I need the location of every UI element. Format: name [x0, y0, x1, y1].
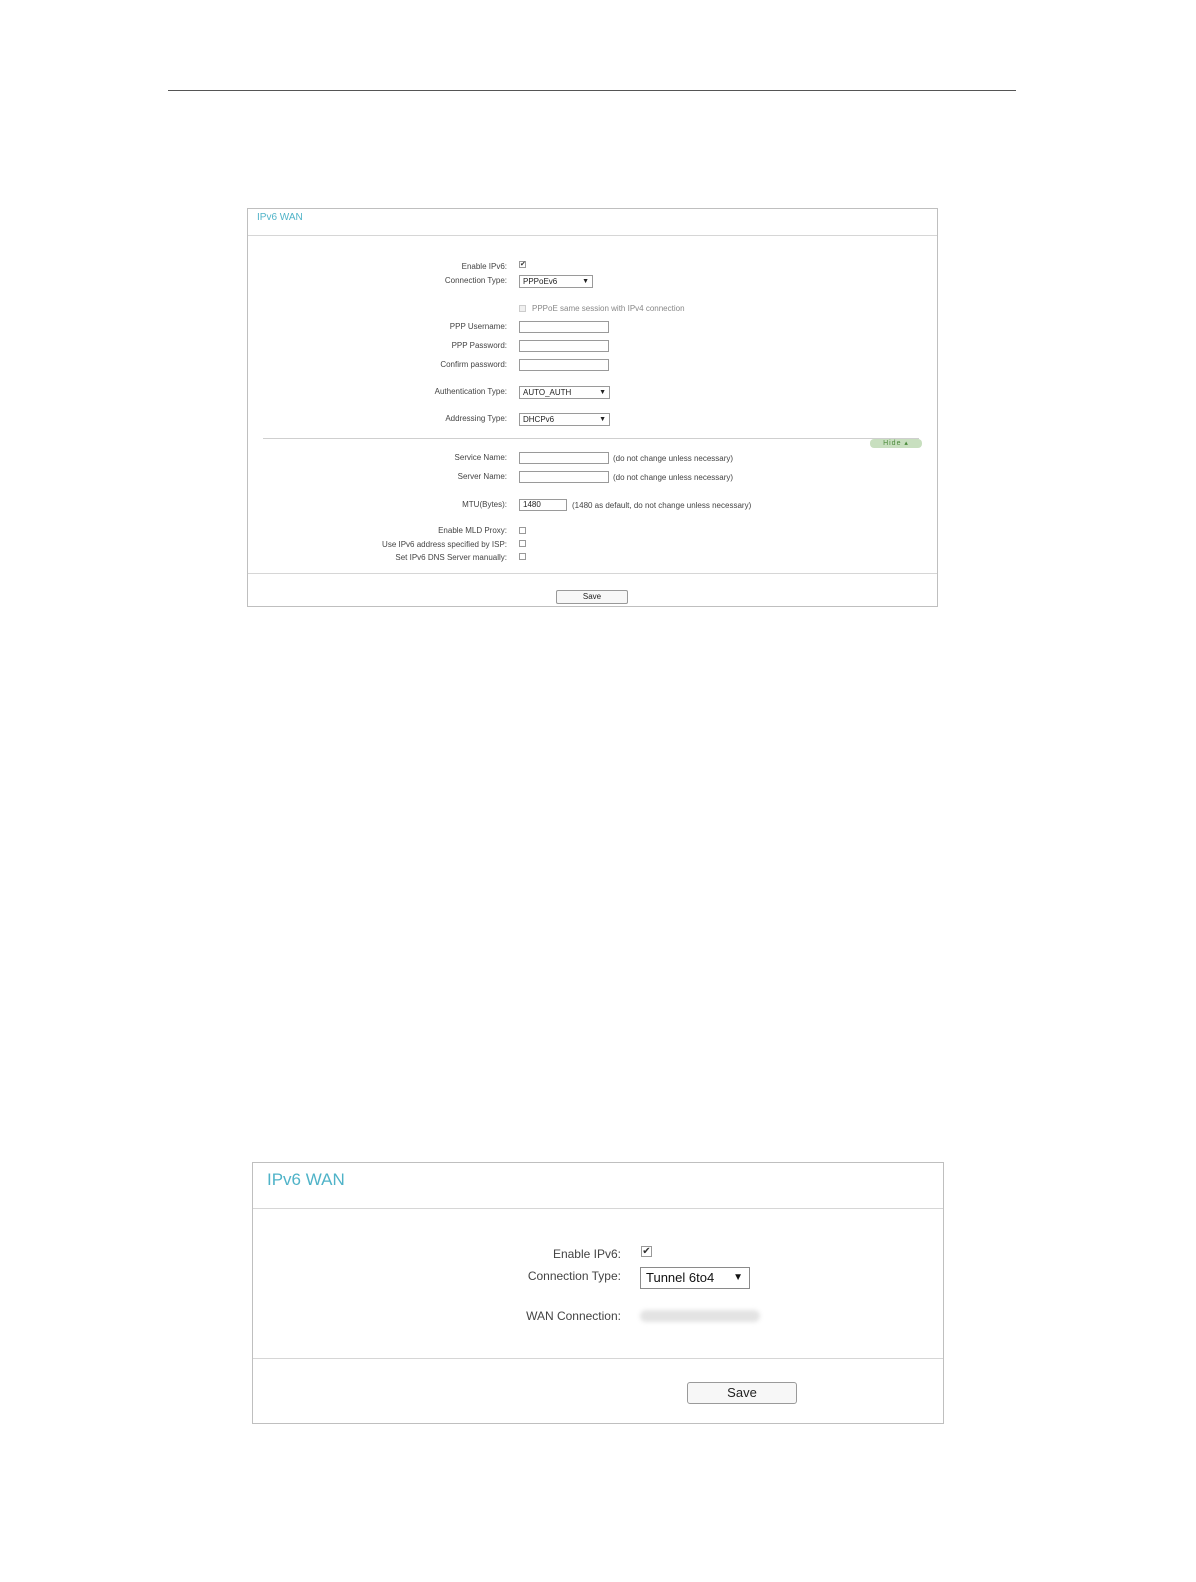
save-button[interactable]: Save: [556, 590, 628, 604]
service-name-note: (do not change unless necessary): [613, 454, 734, 463]
ipv6-wan-panel-tunnel: [252, 1162, 944, 1424]
mtu-input[interactable]: 1480: [519, 499, 567, 511]
page-header-rule: [168, 90, 1016, 91]
chevron-down-icon: ▼: [582, 278, 589, 285]
footer-divider: [253, 1358, 943, 1359]
dns-manual-checkbox[interactable]: [519, 553, 526, 560]
addressing-type-label: Addressing Type:: [445, 414, 507, 423]
authentication-type-label: Authentication Type:: [434, 387, 507, 396]
addressing-type-select[interactable]: [519, 413, 610, 426]
chevron-down-icon: ▼: [599, 389, 606, 396]
connection-type-label: Connection Type:: [444, 276, 507, 285]
mld-proxy-label: Enable MLD Proxy:: [438, 526, 507, 535]
service-name-input[interactable]: [519, 452, 609, 464]
connection-type-select[interactable]: [640, 1267, 750, 1289]
server-name-input[interactable]: [519, 471, 609, 483]
authentication-type-value: AUTO_AUTH: [523, 388, 572, 397]
ppp-username-label: PPP Username:: [449, 322, 507, 331]
addressing-type-value: DHCPv6: [523, 415, 555, 424]
enable-ipv6-label: Enable IPv6:: [552, 1247, 621, 1261]
save-button[interactable]: Save: [687, 1382, 797, 1404]
authentication-type-select[interactable]: [519, 386, 610, 399]
mtu-note: (1480 as default, do not change unless necessary): [572, 501, 752, 510]
ppp-username-input[interactable]: [519, 321, 609, 333]
confirm-password-label: Confirm password:: [440, 360, 507, 369]
service-name-label: Service Name:: [454, 453, 507, 462]
ppp-password-input[interactable]: [519, 340, 609, 352]
footer-divider: [248, 573, 937, 574]
enable-ipv6-checkbox[interactable]: ✔: [520, 261, 526, 268]
enable-ipv6-label: Enable IPv6:: [461, 262, 507, 271]
hide-label: Hide: [883, 440, 902, 447]
enable-ipv6-checkbox[interactable]: ✔: [642, 1246, 651, 1257]
confirm-password-input[interactable]: [519, 359, 609, 371]
connection-type-select[interactable]: [519, 275, 593, 288]
ipv6-wan-panel-pppoev6: [247, 208, 938, 607]
ppp-password-label: PPP Password:: [451, 341, 507, 350]
hide-advanced-button[interactable]: Hide ▴: [870, 439, 922, 448]
dns-manual-label: Set IPv6 DNS Server manually:: [395, 553, 507, 562]
use-isp-address-checkbox[interactable]: [519, 540, 526, 547]
panel-title: IPv6 WAN: [257, 212, 303, 223]
wan-connection-value-blurred: [640, 1310, 760, 1322]
title-divider: [248, 235, 937, 236]
connection-type-value: Tunnel 6to4: [646, 1270, 715, 1285]
server-name-note: (do not change unless necessary): [613, 473, 734, 482]
wan-connection-label: WAN Connection:: [526, 1309, 621, 1323]
advanced-divider: [263, 438, 919, 439]
pppoe-same-session-label: PPPoE same session with IPv4 connection: [532, 304, 685, 313]
mld-proxy-checkbox[interactable]: [519, 527, 526, 534]
pppoe-same-session-checkbox[interactable]: [519, 305, 526, 312]
connection-type-value: PPPoEv6: [523, 277, 558, 286]
server-name-label: Server Name:: [457, 472, 507, 481]
chevron-down-icon: ▼: [733, 1272, 743, 1283]
title-divider: [253, 1208, 943, 1209]
chevron-down-icon: ▼: [599, 416, 606, 423]
connection-type-label: Connection Type:: [527, 1269, 621, 1283]
panel-title: IPv6 WAN: [267, 1170, 345, 1189]
use-isp-address-label: Use IPv6 address specified by ISP:: [382, 540, 507, 549]
mtu-label: MTU(Bytes):: [462, 500, 507, 509]
